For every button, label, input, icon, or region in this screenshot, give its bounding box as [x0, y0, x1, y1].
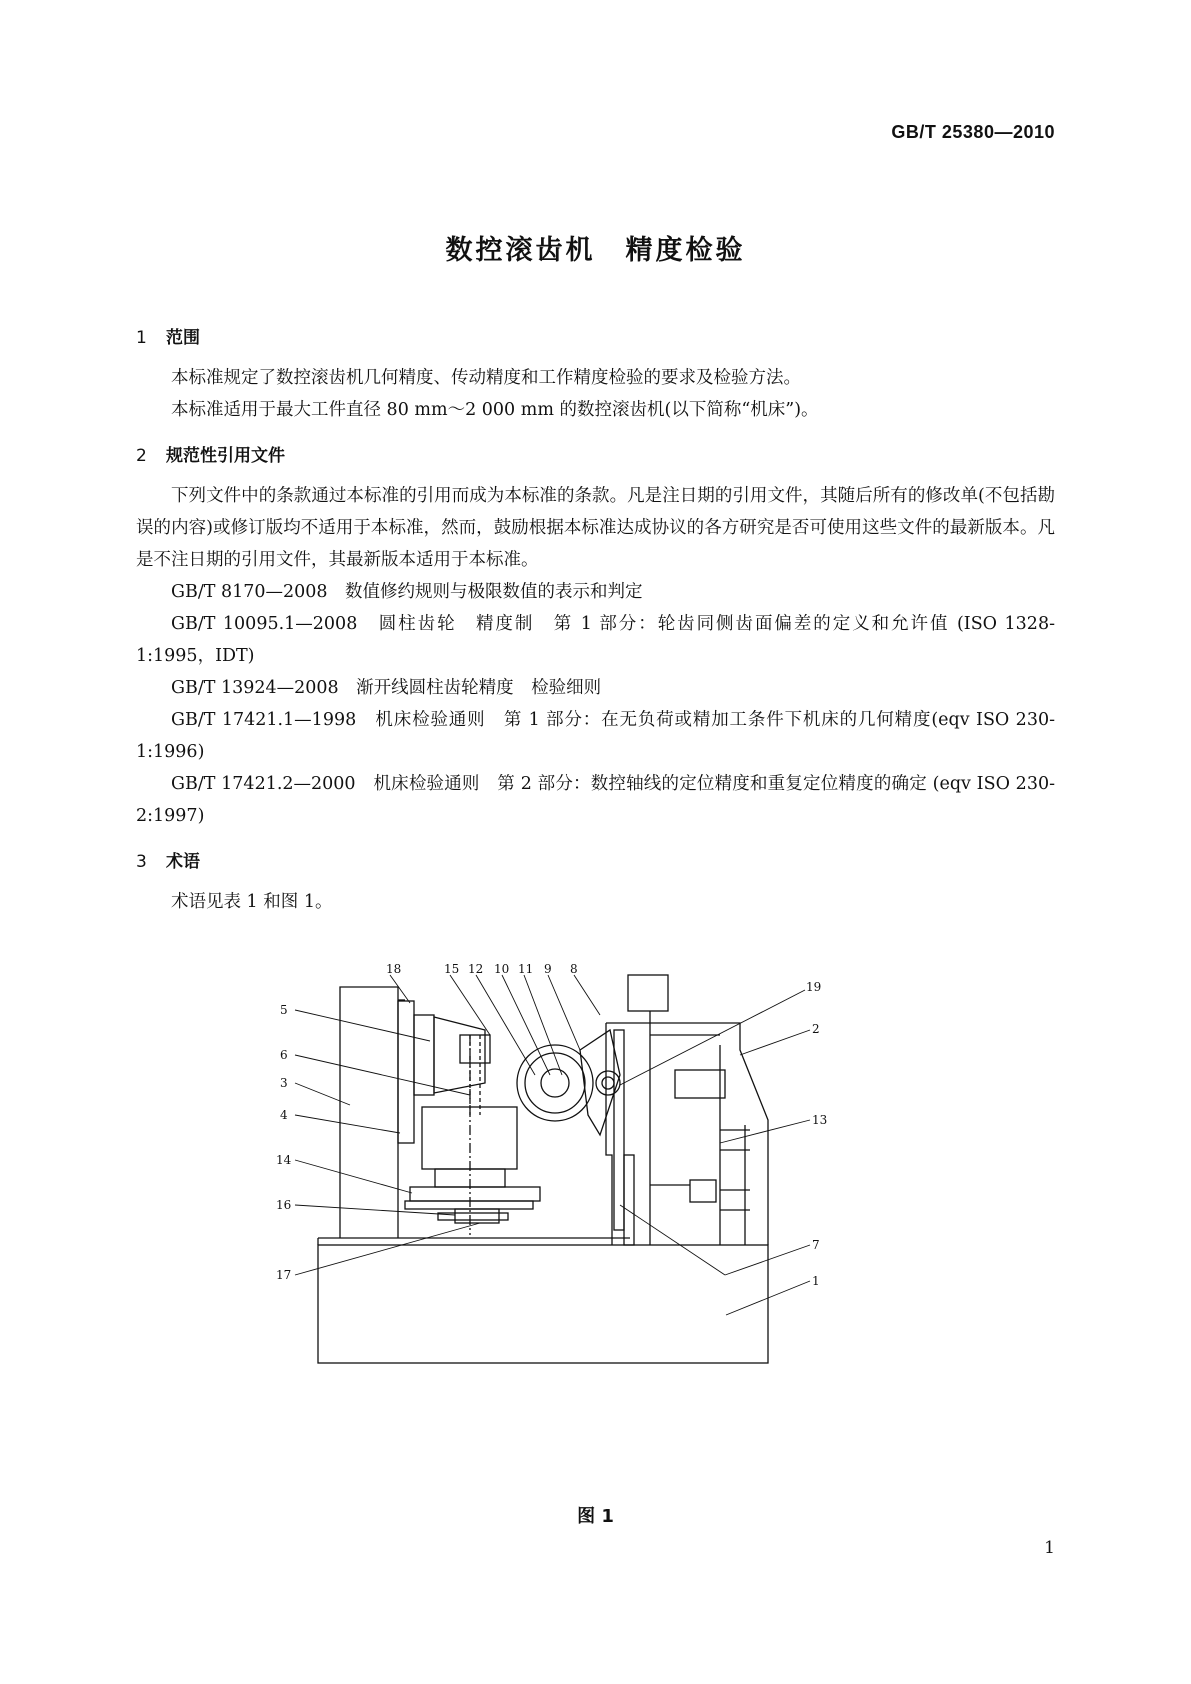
paragraph: 下列文件中的条款通过本标准的引用而成为本标准的条款。凡是注日期的引用文件，其随后所有的修改单(不包括勘误的内容)或修订版均不适用于本标准，然而，鼓励根据本标准达成协议的各方研究是否可使用这些文件的最新版本。凡是不注日期的引用文件，其最新版本适用于本标准。 [136, 486, 1055, 570]
callout-label: 17 [276, 1268, 292, 1282]
paragraph: 术语见表 1 和图 1。 [171, 892, 333, 912]
callout-label: 1 [812, 1274, 820, 1288]
callout-label: 15 [444, 962, 460, 976]
worm [455, 1209, 499, 1223]
paragraph: 本标准适用于最大工件直径 80 mm～2 000 mm 的数控滚齿机(以下简称“机床”)。 [171, 400, 819, 420]
section-title: 规范性引用文件 [166, 446, 285, 466]
section-heading [136, 322, 1055, 354]
section-number: 2 [136, 446, 147, 466]
machine-bed [318, 1245, 768, 1363]
callout-label: 11 [518, 962, 534, 976]
callout-label: 19 [806, 980, 822, 994]
paragraph: 本标准规定了数控滚齿机几何精度、传动精度和工作精度检验的要求及检验方法。 [171, 368, 801, 388]
callout-label: 6 [280, 1048, 288, 1062]
machine-diagram [276, 962, 860, 1465]
callout-label: 13 [812, 1113, 828, 1127]
reference-item: GB/T 17421.2—2000 机床检验通则 第 2 部分：数控轴线的定位精度和重复定位精度的确定 (eqv ISO 230-2:1997) [136, 774, 1055, 826]
callout-label: 7 [812, 1238, 820, 1252]
page-number: 1 [1044, 1538, 1055, 1558]
reference-item: GB/T 10095.1—2008 圆柱齿轮 精度制 第 1 部分：轮齿同侧齿面偏差的定义和允许值 (ISO 1328-1:1995，IDT) [136, 614, 1055, 666]
callout-label: 4 [280, 1108, 288, 1122]
callout-label: 18 [386, 962, 402, 976]
motor [628, 975, 668, 1011]
callout-label: 8 [570, 962, 578, 976]
reference-item: GB/T 13924—2008 渐开线圆柱齿轮精度 检验细则 [171, 678, 602, 698]
section-number: 3 [136, 852, 147, 872]
column [340, 987, 398, 1238]
figure-1 [276, 962, 860, 1465]
callout-label: 16 [276, 1198, 292, 1212]
callout-label: 2 [812, 1022, 820, 1036]
callout-label: 9 [544, 962, 552, 976]
figure-caption: 图 1 [577, 1506, 614, 1527]
reference-item: GB/T 17421.1—1998 机床检验通则 第 1 部分：在无负荷或精加工条件下机床的几何精度(eqv ISO 230-1:1996) [136, 710, 1055, 762]
callout-label: 12 [468, 962, 484, 976]
section-title: 术语 [166, 852, 200, 872]
callout-label: 5 [280, 1003, 288, 1017]
reference-item: GB/T 8170—2008 数值修约规则与极限数值的表示和判定 [171, 582, 643, 602]
section-heading [136, 846, 1055, 878]
section-title: 范围 [166, 328, 200, 348]
callout-label: 10 [494, 962, 510, 976]
callout-label: 3 [280, 1076, 288, 1090]
document-title: 数控滚齿机 精度检验 [445, 235, 746, 266]
section-heading [136, 440, 1055, 472]
callout-label: 14 [276, 1153, 292, 1167]
standard-code: GB/T 25380—2010 [891, 122, 1055, 142]
section-number: 1 [136, 328, 147, 348]
document-body [136, 322, 1055, 918]
